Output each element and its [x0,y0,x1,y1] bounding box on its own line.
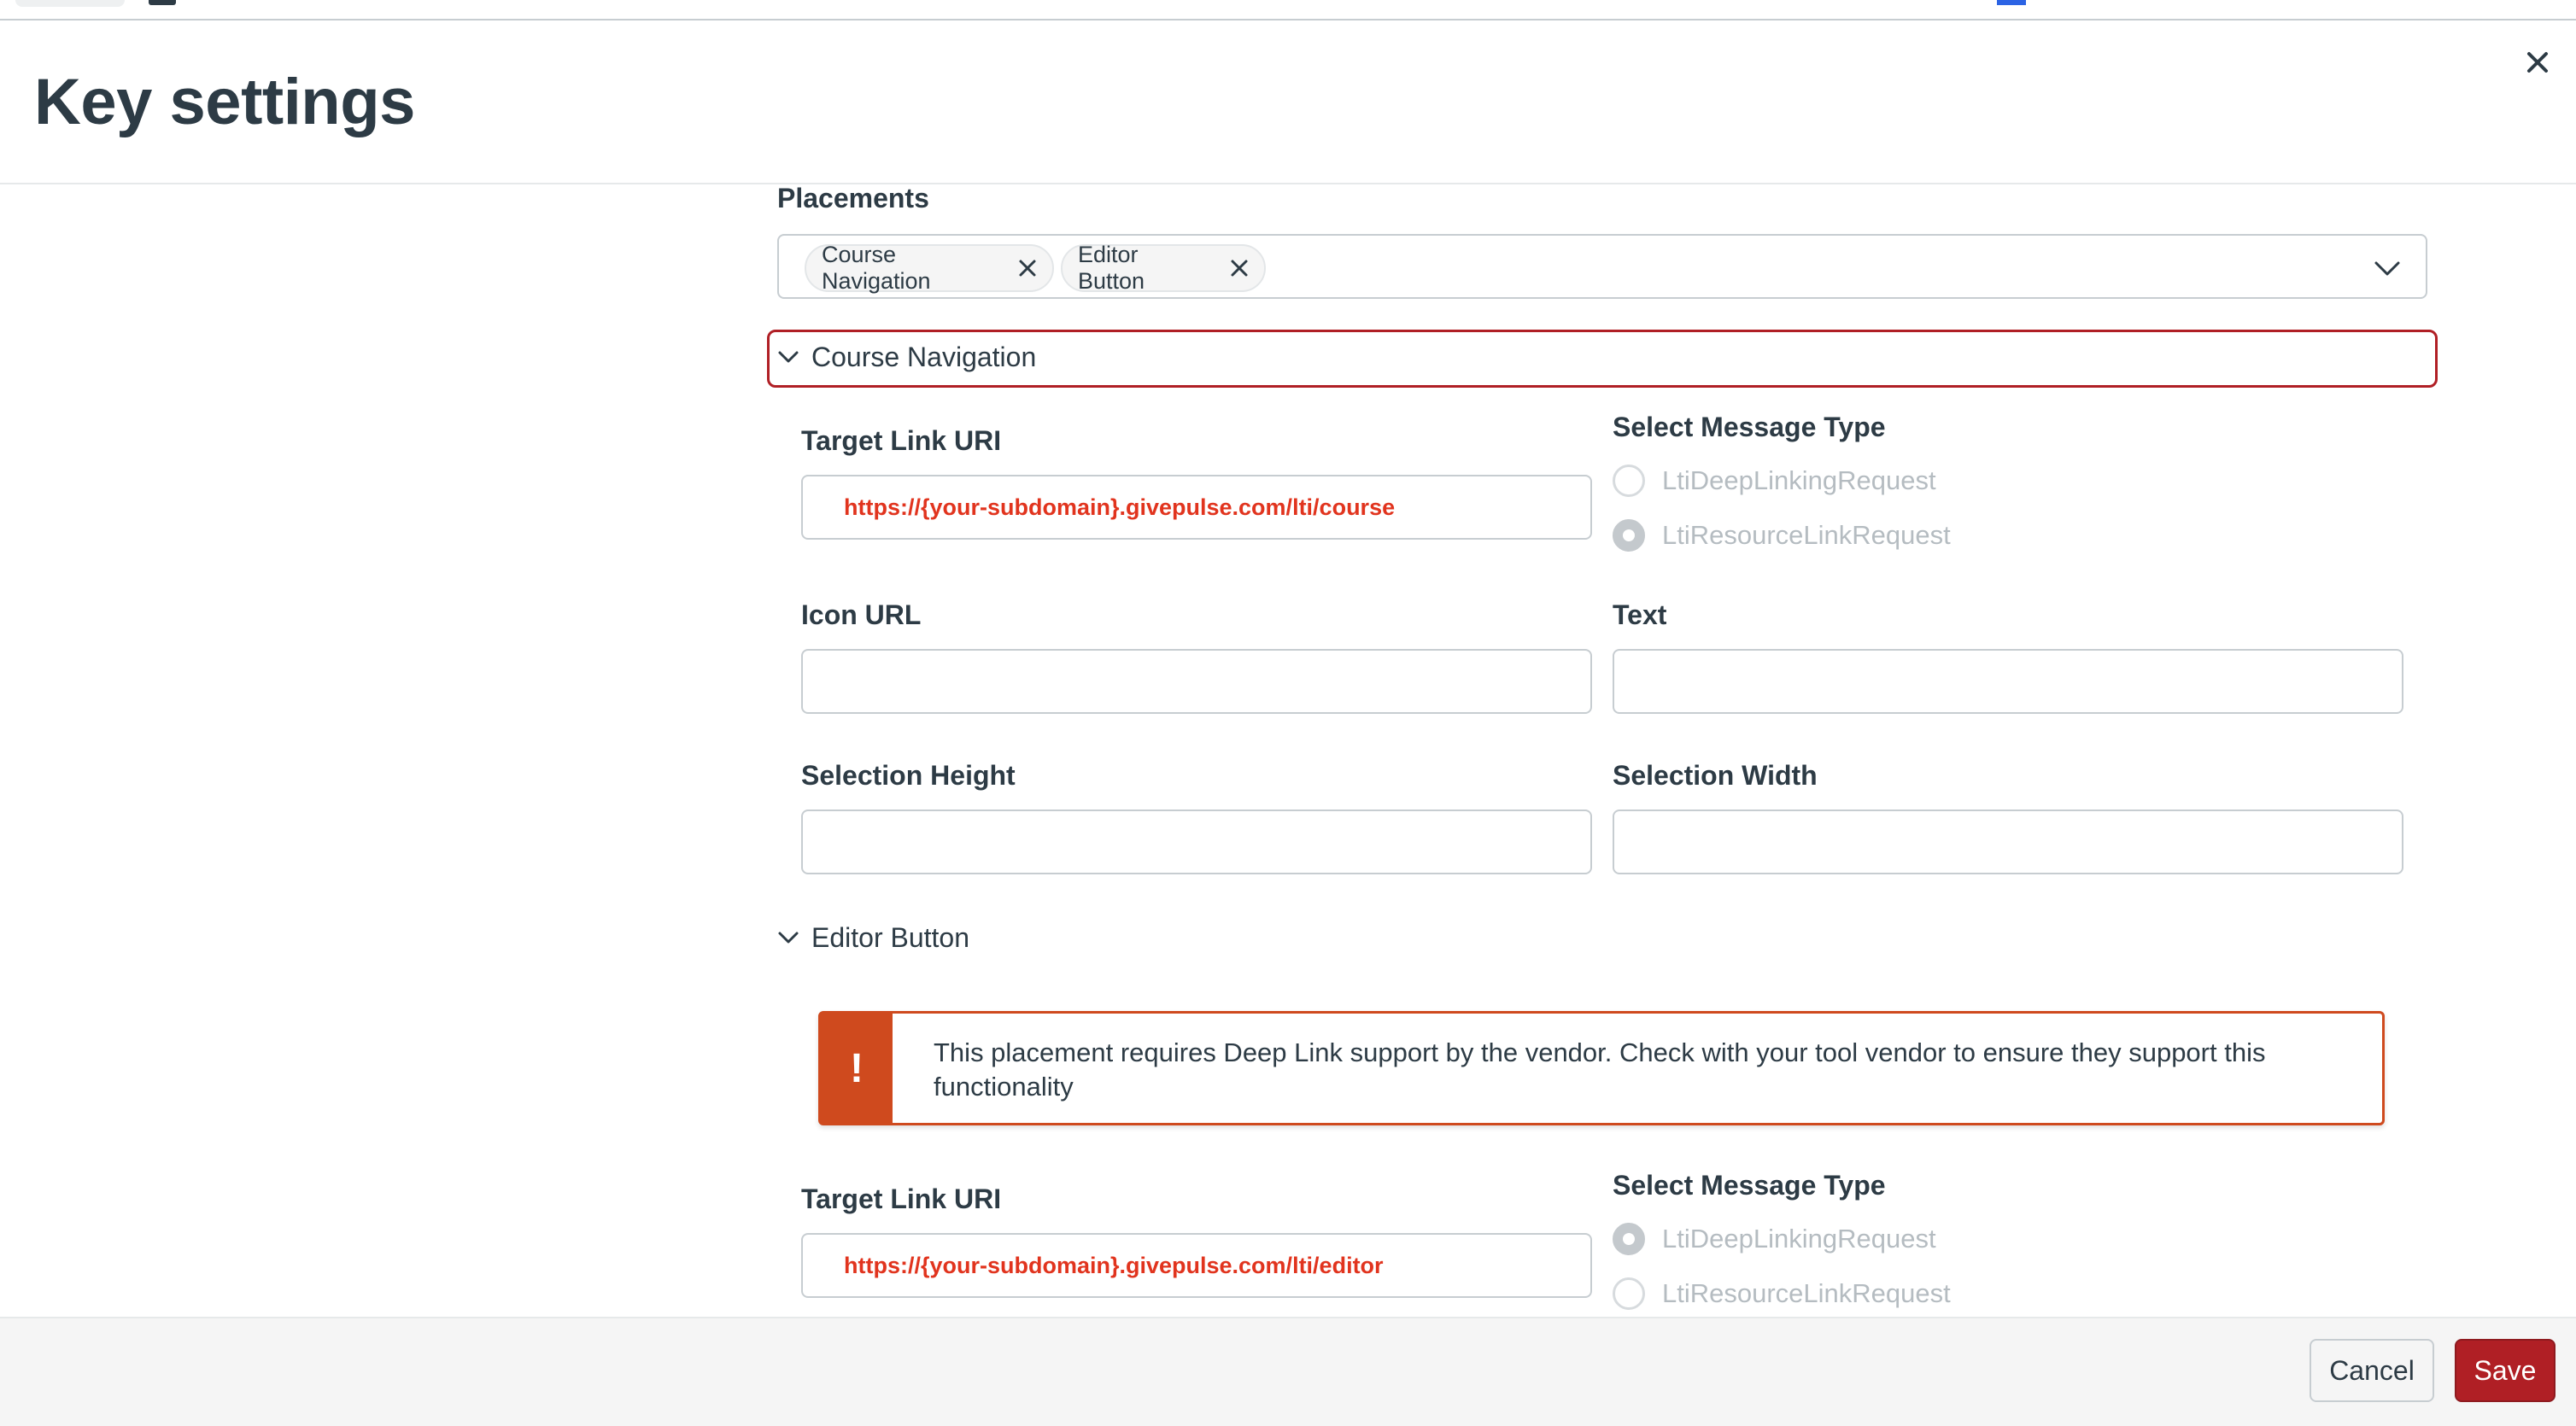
browser-top-strip [0,0,2576,20]
message-type-label: Select Message Type [1613,412,1886,442]
radio-circle-selected [1613,519,1645,552]
chevron-down-icon [777,931,799,946]
chevron-down-icon[interactable] [2373,254,2402,283]
target-link-input[interactable]: https://{your-subdomain}.givepulse.com/lti/editor [801,1233,1592,1298]
section-title: Course Navigation [811,342,1037,372]
target-link-input[interactable]: https://{your-subdomain}.givepulse.com/lti/course [801,475,1592,540]
chevron-down-icon [777,350,799,365]
close-button[interactable] [2513,38,2562,87]
icon-url-label: Icon URL [801,599,922,630]
radio-label: LtiResourceLinkRequest [1662,520,1951,550]
target-link-label: Target Link URI [801,1183,1002,1214]
icon-url-input[interactable] [801,649,1592,714]
remove-icon[interactable] [1230,259,1249,278]
radio-resource-link[interactable] [1613,1277,1951,1310]
text-label: Text [1613,599,1667,630]
modal-header [0,20,2576,184]
selection-width-input[interactable] [1613,809,2403,874]
tab-fragment [15,0,125,7]
chip-label: Editor Button [1078,242,1145,294]
page-title: Key settings [34,66,415,138]
chip-course-navigation[interactable] [805,244,1054,292]
save-button[interactable]: Save [2455,1339,2556,1402]
radio-circle-selected [1613,1223,1645,1255]
selection-width-label: Selection Width [1613,760,1818,791]
target-link-label: Target Link URI [801,425,1002,456]
toolbar-fragment [149,0,176,5]
radio-circle [1613,465,1645,497]
radio-label: LtiDeepLinkingRequest [1662,465,1936,495]
radio-deep-linking[interactable] [1613,465,1936,497]
section-title: Editor Button [811,922,969,953]
remove-icon[interactable] [1018,259,1037,278]
editor-button-toggle[interactable] [777,922,969,954]
chip-label: Course Navigation [822,242,931,294]
radio-label: LtiDeepLinkingRequest [1662,1224,1936,1254]
accent-fragment [1997,0,2026,5]
warning-alert [818,1011,2385,1125]
message-type-label: Select Message Type [1613,1170,1886,1201]
placements-label: Placements [777,183,929,213]
radio-circle [1613,1277,1645,1310]
alert-message: This placement requires Deep Link support by the vendor. Check with your tool vendor to ensure they support this functionality [934,1037,2266,1102]
warning-icon: ! [821,1014,893,1123]
selection-height-input[interactable] [801,809,1592,874]
cancel-button[interactable]: Cancel [2310,1339,2434,1402]
close-icon [2526,51,2549,73]
text-input[interactable] [1613,649,2403,714]
selection-height-label: Selection Height [801,760,1016,791]
course-navigation-toggle[interactable] [777,342,1036,373]
radio-resource-link[interactable] [1613,519,1951,552]
modal-footer [0,1317,2576,1426]
placements-select[interactable] [777,234,2427,299]
radio-label: LtiResourceLinkRequest [1662,1278,1951,1308]
radio-deep-linking[interactable] [1613,1223,1936,1255]
chip-editor-button[interactable] [1061,244,1266,292]
